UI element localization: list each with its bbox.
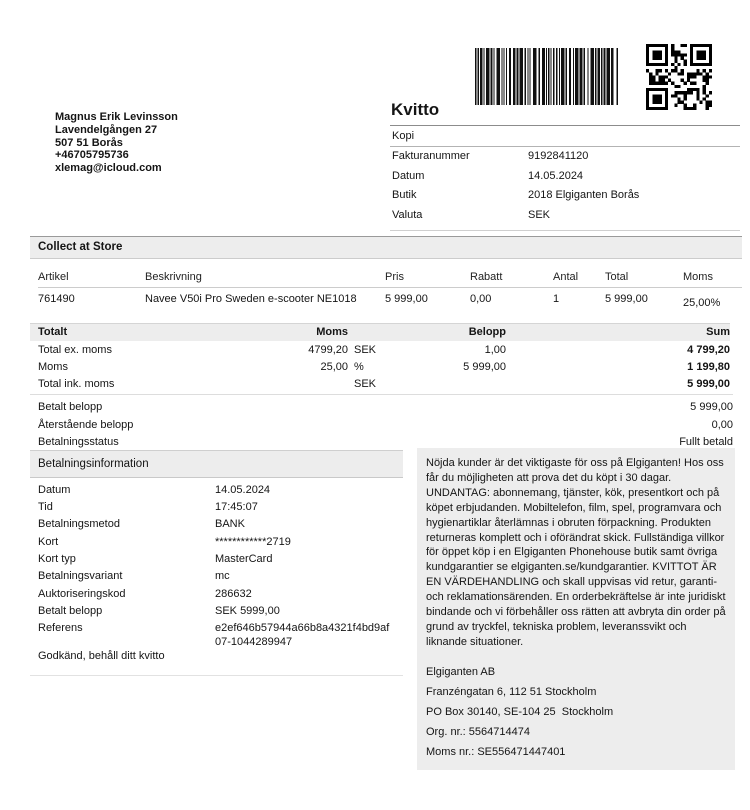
totals-row-moms: [30, 358, 730, 375]
approved-note: Godkänd, behåll ditt kvitto: [30, 650, 403, 676]
payment-date: 14.05.2024: [215, 483, 271, 496]
company-street: Franzéngatan 6, 112 51 Stockholm: [426, 685, 597, 698]
payment-summary: [30, 394, 733, 452]
field-label: Butik: [392, 189, 417, 201]
receipt-date: 14.05.2024: [528, 169, 584, 182]
payment-info-row: [30, 499, 403, 516]
col-total: Total: [605, 264, 683, 288]
payment-info-row: [30, 551, 403, 568]
totals-moms-value: 4799,20: [308, 343, 348, 356]
payment-info-row: [30, 586, 403, 603]
totals-moms-value: 25,00: [320, 360, 348, 373]
col-beskrivning: Beskrivning: [145, 264, 385, 288]
field-label: Auktoriseringskod: [38, 587, 126, 600]
field-label: Kort: [38, 535, 59, 548]
totals-col-totalt: Totalt: [30, 324, 260, 342]
receipt-header-section: [390, 100, 740, 231]
totals-unit: SEK: [354, 377, 377, 390]
totals-sum-value: 1 199,80: [687, 360, 730, 373]
totals-header-row: [30, 324, 730, 342]
field-label: Valuta: [392, 208, 423, 221]
payment-info-section: [30, 450, 403, 651]
payment-status-label: Betalningsstatus: [38, 436, 119, 448]
receipt-field-row: [390, 186, 740, 206]
item-total: 5 999,00: [605, 293, 648, 305]
paid-amount-currency: SEK 5999,00: [215, 604, 280, 617]
company-vat-number: Moms nr.: SE556471447401: [426, 745, 566, 758]
col-artikel: Artikel: [38, 264, 145, 288]
totals-unit: %: [354, 360, 364, 373]
receipt-field-row: [390, 147, 740, 167]
totals-col-moms: Moms: [260, 324, 348, 342]
payment-info-row: [30, 620, 403, 651]
totals-belopp-value: [378, 375, 506, 392]
item-row: [38, 288, 742, 312]
company-pobox: PO Box 30140, SE-104 25 Stockholm: [426, 705, 614, 718]
barcode-image: [475, 48, 618, 105]
receipt-copy-label: Kopi: [390, 126, 740, 147]
item-discount: 0,00: [470, 293, 492, 305]
invoice-number: 9192841120: [528, 150, 589, 162]
payment-info-row: [30, 534, 403, 551]
customer-city: 507 51 Borås: [55, 136, 123, 149]
paid-amount-row: [30, 399, 733, 417]
payment-status-value: Fullt betald: [679, 436, 733, 448]
receipt-title: Kvitto: [390, 100, 740, 126]
remaining-amount-value: 0,00: [711, 418, 733, 431]
customer-address-block: [55, 111, 178, 175]
item-quantity: 1: [553, 293, 560, 305]
item-article-number: 761490: [38, 293, 75, 305]
item-price: 5 999,00: [385, 293, 428, 305]
payment-info-row: [30, 482, 403, 499]
payment-method: BANK: [215, 518, 245, 531]
field-label: Fakturanummer: [392, 150, 470, 162]
company-name: Elgiganten AB: [426, 665, 496, 678]
paid-amount-value: 5 999,00: [690, 401, 733, 413]
totals-moms-value: [260, 375, 348, 392]
totals-col-sum: Sum: [506, 324, 730, 342]
totals-belopp-value: 5 999,00: [463, 360, 506, 373]
payment-reference: e2ef646b57944a66b8a4321f4bd9af07-1044289947: [215, 622, 390, 648]
totals-label: Total ex. moms: [38, 343, 112, 356]
payment-time: 17:45:07: [215, 501, 258, 514]
currency: SEK: [528, 208, 551, 221]
totals-unit: SEK: [354, 343, 377, 356]
field-label: Referens: [38, 622, 83, 635]
payment-variant: mc: [215, 570, 230, 583]
totals-col-belopp: Belopp: [378, 324, 506, 342]
field-label: Betalningsvariant: [38, 570, 123, 583]
payment-info-header: Betalningsinformation: [30, 450, 403, 478]
col-antal: Antal: [553, 264, 605, 288]
totals-row-ex-moms: [30, 341, 730, 358]
totals-table: [30, 323, 730, 393]
terms-and-company-box: [417, 448, 735, 770]
totals-sum-value: 4 799,20: [687, 343, 730, 356]
company-info-block: [426, 666, 727, 758]
col-pris: Pris: [385, 264, 470, 288]
payment-info-row: [30, 517, 403, 534]
item-description: Navee V50i Pro Sweden e-scooter NE1018: [145, 293, 357, 305]
remaining-amount-label: Återstående belopp: [38, 418, 134, 431]
paid-amount-label: Betalt belopp: [38, 401, 103, 413]
totals-label: Moms: [38, 360, 68, 373]
field-label: Kort typ: [38, 553, 76, 566]
totals-label: Total ink. moms: [38, 377, 115, 390]
totals-col-unit: [348, 324, 378, 342]
receipt-field-row: [390, 167, 740, 187]
card-number-masked: ************2719: [215, 535, 291, 548]
field-label: Betalt belopp: [38, 604, 103, 617]
terms-text: Nöjda kunder är det viktigaste för oss på Elgiganten! Hos oss får du möjligheten att prova det du köpt i 30 dagar. UNDANTAG: abonnemang, tjänster, kök, presentkort och på köpet erbjudanden. Mobiltelefon, film, spel, programvara och hygienartiklar återlämnas i obruten förpackning. Produkten returneras komplett och i oförändrat skick. Fullständiga villkor för öppet köp i en Elgiganten Phonehouse butik samt övriga kundgarantier se elgiganten.se/kundgarantier. KVITTOT ÄR EN VÄRDEHANDLING och skall uppvisas vid retur, garanti- och reklamationsärenden. En orderbekräftelse är inte juridiskt bindande och vi förbehåller oss rätten att avbryta din order på grund av tryckfel, tekniska problem, leveranssvikt och liknande situationer.: [426, 457, 726, 648]
payment-info-row: [30, 568, 403, 585]
items-table: [38, 264, 742, 311]
remaining-amount-row: [30, 417, 733, 435]
authorization-code: 286632: [215, 587, 252, 600]
field-label: Datum: [392, 169, 425, 182]
totals-row-ink-moms: [30, 375, 730, 392]
col-rabatt: Rabatt: [470, 264, 553, 288]
item-vat-rate: 25,00%: [683, 297, 721, 309]
payment-info-row: [30, 603, 403, 620]
receipt-field-row: [390, 206, 740, 226]
customer-email: xlemag@icloud.com: [55, 162, 162, 175]
customer-name: Magnus Erik Levinsson: [55, 111, 178, 123]
customer-street: Lavendelgången 27: [55, 123, 158, 136]
totals-sum-value: 5 999,00: [687, 377, 730, 390]
totals-belopp-value: 1,00: [484, 343, 506, 356]
payment-info-rows: [30, 478, 403, 651]
items-header-row: [38, 264, 742, 288]
company-org-number: Org. nr.: 5564714474: [426, 725, 530, 738]
store-name: 2018 Elgiganten Borås: [528, 189, 640, 201]
card-type: MasterCard: [215, 553, 273, 566]
field-label: Betalningsmetod: [38, 518, 120, 531]
field-label: Datum: [38, 483, 71, 496]
col-moms: Moms: [683, 264, 742, 288]
delivery-method-header: Collect at Store: [30, 236, 742, 259]
field-label: Tid: [38, 501, 53, 514]
customer-phone: +46705795736: [55, 149, 129, 162]
